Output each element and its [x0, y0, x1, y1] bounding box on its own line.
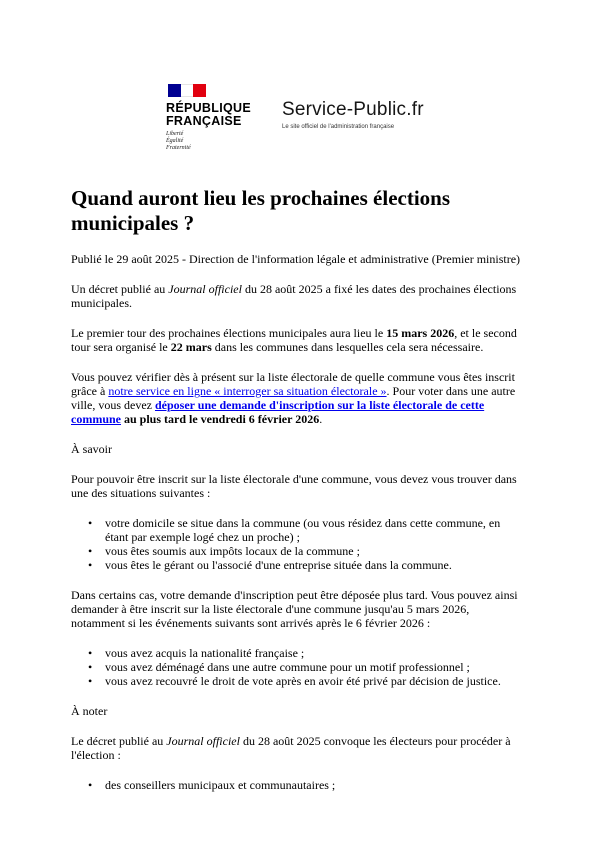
service-public-logo — [282, 100, 424, 131]
text: . Pour voter dans une autre ville, vous devez — [71, 384, 516, 412]
list-item: • des conseillers municipaux et communautaires ; — [105, 778, 521, 792]
brand-name: Service-Public.fr — [282, 99, 424, 120]
list-item: • vous avez recouvré le droit de vote après en avoir été privé par décision de justice. — [105, 674, 521, 688]
first-round-date: 15 mars 2026 — [386, 326, 455, 340]
elected-list — [71, 778, 521, 792]
text: dans les communes dans lesquelles cela sera nécessaire. — [211, 340, 484, 354]
list-item: • vous êtes le gérant ou l'associé d'une entreprise située dans la commune. — [105, 558, 521, 572]
french-flag-icon — [168, 84, 206, 97]
text: du 28 août 2025 convoque les électeurs pour procéder à l'élection : — [71, 734, 511, 762]
republique-francaise-wordmark: RÉPUBLIQUE FRANÇAISE — [166, 101, 251, 128]
text: Le décret publié au — [71, 734, 167, 748]
paragraph-dates — [71, 326, 521, 354]
text: Vous pouvez vérifier dès à présent sur la liste électorale de quelle commune vous êtes inscrit grâce à — [71, 370, 515, 398]
article-body — [71, 186, 521, 808]
online-service-link[interactable]: notre service en ligne « interroger sa situation électorale » — [108, 384, 387, 398]
conditions-list — [71, 516, 521, 572]
text: du 28 août 2025 a fixé les dates des prochaines élections municipales. — [71, 282, 517, 310]
brand-tagline: Le site officiel de l'administration française — [282, 124, 395, 130]
list-item: • vous avez acquis la nationalité française ; — [105, 646, 521, 660]
list-item: • vous êtes soumis aux impôts locaux de la commune ; — [105, 544, 521, 558]
page-title: Quand auront lieu les prochaines élections municipales ? — [71, 186, 451, 235]
list-item: • vous avez déménagé dans une autre commune pour un motif professionnel ; — [105, 660, 521, 674]
registration-request-link[interactable]: déposer une demande d'inscription sur la liste électorale de cette commune — [71, 398, 485, 426]
list-item: • votre domicile se situe dans la commune (ou vous résidez dans cette commune, en étant par exemple logé chez un proche) ; — [105, 516, 521, 544]
deadline-text: au plus tard le vendredi 6 février 2026 — [121, 412, 320, 426]
paragraph-decree — [71, 282, 521, 310]
paragraph-late-registration: Dans certains cas, votre demande d'inscription peut être déposée plus tard. Vous pouvez ainsi demander à être inscrit sur la liste électorale d'une commune jusqu'au 5 mars 2026, notamment si les événements suivants sont arrivés après le 6 février 2026 : — [71, 588, 518, 630]
paragraph-convocation — [71, 734, 521, 762]
text: . — [319, 412, 323, 426]
motto: Liberté Égalité Fraternité — [166, 131, 191, 151]
publication-line: Publié le 29 août 2025 - Direction de l'information légale et administrative (Premier ministre) — [71, 252, 521, 266]
journal-officiel-text: Journal officiel — [168, 282, 242, 296]
paragraph-conditions: Pour pouvoir être inscrit sur la liste électorale d'une commune, vous devez vous trouver dans une des situations suivantes : — [71, 472, 517, 500]
a-noter-heading: À noter — [71, 704, 108, 718]
republique-francaise-logo — [166, 84, 266, 152]
events-list — [71, 646, 521, 688]
paragraph-registration — [71, 370, 521, 426]
text: , et le second tour sera organisé le — [71, 326, 517, 354]
text: Un décret publié au — [71, 282, 169, 296]
text: Le premier tour des prochaines élections municipales aura lieu le — [71, 326, 387, 340]
second-round-date: 22 mars — [170, 340, 212, 354]
journal-officiel-text: Journal officiel — [166, 734, 240, 748]
a-savoir-heading: À savoir — [71, 442, 112, 456]
